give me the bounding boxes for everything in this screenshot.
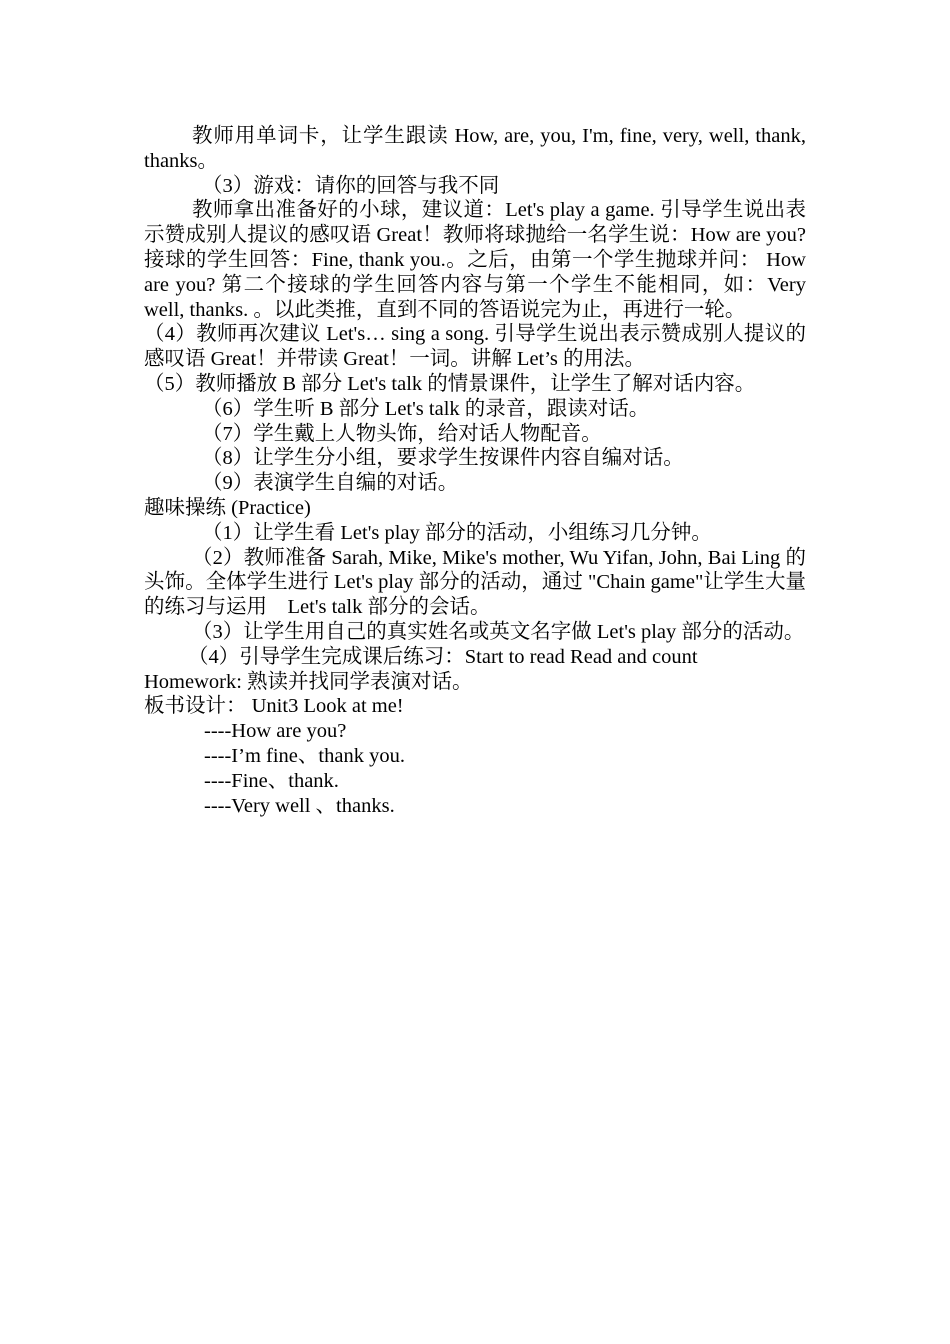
paragraph-practice-4: （4）引导学生完成课后练习：Start to read Read and count [188,645,698,668]
paragraph-practice-1: （1）让学生看 Let's play 部分的活动，小组练习几分钟。 [202,521,712,544]
paragraph-step-5: （5）教师播放 B 部分 Let's talk 的情景课件，让学生了解对话内容。 [144,372,756,395]
paragraph-practice-2: （2）教师准备 Sarah, Mike, Mike's mother, Wu Yifan, John, Bai Ling 的头饰。全体学生进行 Let's play 部分的活动，通过 "Chain game"让学生大量的练习与运用 Let's talk 部分的会话。 [144,546,806,619]
paragraph-step-9: （9）表演学生自编的对话。 [202,472,459,495]
board-line: ----How are you? [204,720,347,743]
paragraph-word-cards: 教师用单词卡，让学生跟读 How, are, you, I'm, fine, very, well, thank, thanks。 [144,125,806,172]
board-line: ----Very well 、thanks. [204,794,395,817]
board-line: ----Fine、thank. [204,769,339,792]
paragraph-homework: Homework: 熟读并找同学表演对话。 [144,670,473,693]
paragraph-step-8: （8）让学生分小组，要求学生按课件内容自编对话。 [202,447,684,470]
paragraph-step-6: （6）学生听 B 部分 Let's talk 的录音，跟读对话。 [202,397,650,420]
paragraph-step-7: （7）学生戴上人物头饰，给对话人物配音。 [202,422,602,445]
paragraph-step-4: （4）教师再次建议 Let's… sing a song. 引导学生说出表示赞成别人提议的感叹语 Great！并带读 Great！一词。讲解 Let’s 的用法。 [144,323,806,371]
paragraph-game-title: （3）游戏：请你的回答与我不同 [202,174,500,197]
paragraph-practice-3: （3）让学生用自己的真实姓名或英文名字做 Let's play 部分的活动。 [192,620,805,643]
lesson-plan-text [144,124,806,818]
paragraph-ball-game: 教师拿出准备好的小球，建议道：Let's play a game. 引导学生说出表示赞成别人提议的感叹语 Great！教师将球抛给一名学生说：How are you? 接球的学生回答：Fine, thank you.。之后，由第一个学生抛球并问： How are you? 第二个接球的学生回答内容与第一个学生不能相同，如：Very well, thanks. 。以此类推，直到不同的答语说完为止，再进行一轮。 [144,199,806,321]
section-heading-practice: 趣味操练 (Practice) [144,496,311,519]
board-line: ----I’m fine、thank you. [204,744,405,767]
paragraph-board-design: 板书设计： Unit3 Look at me! [144,695,404,718]
